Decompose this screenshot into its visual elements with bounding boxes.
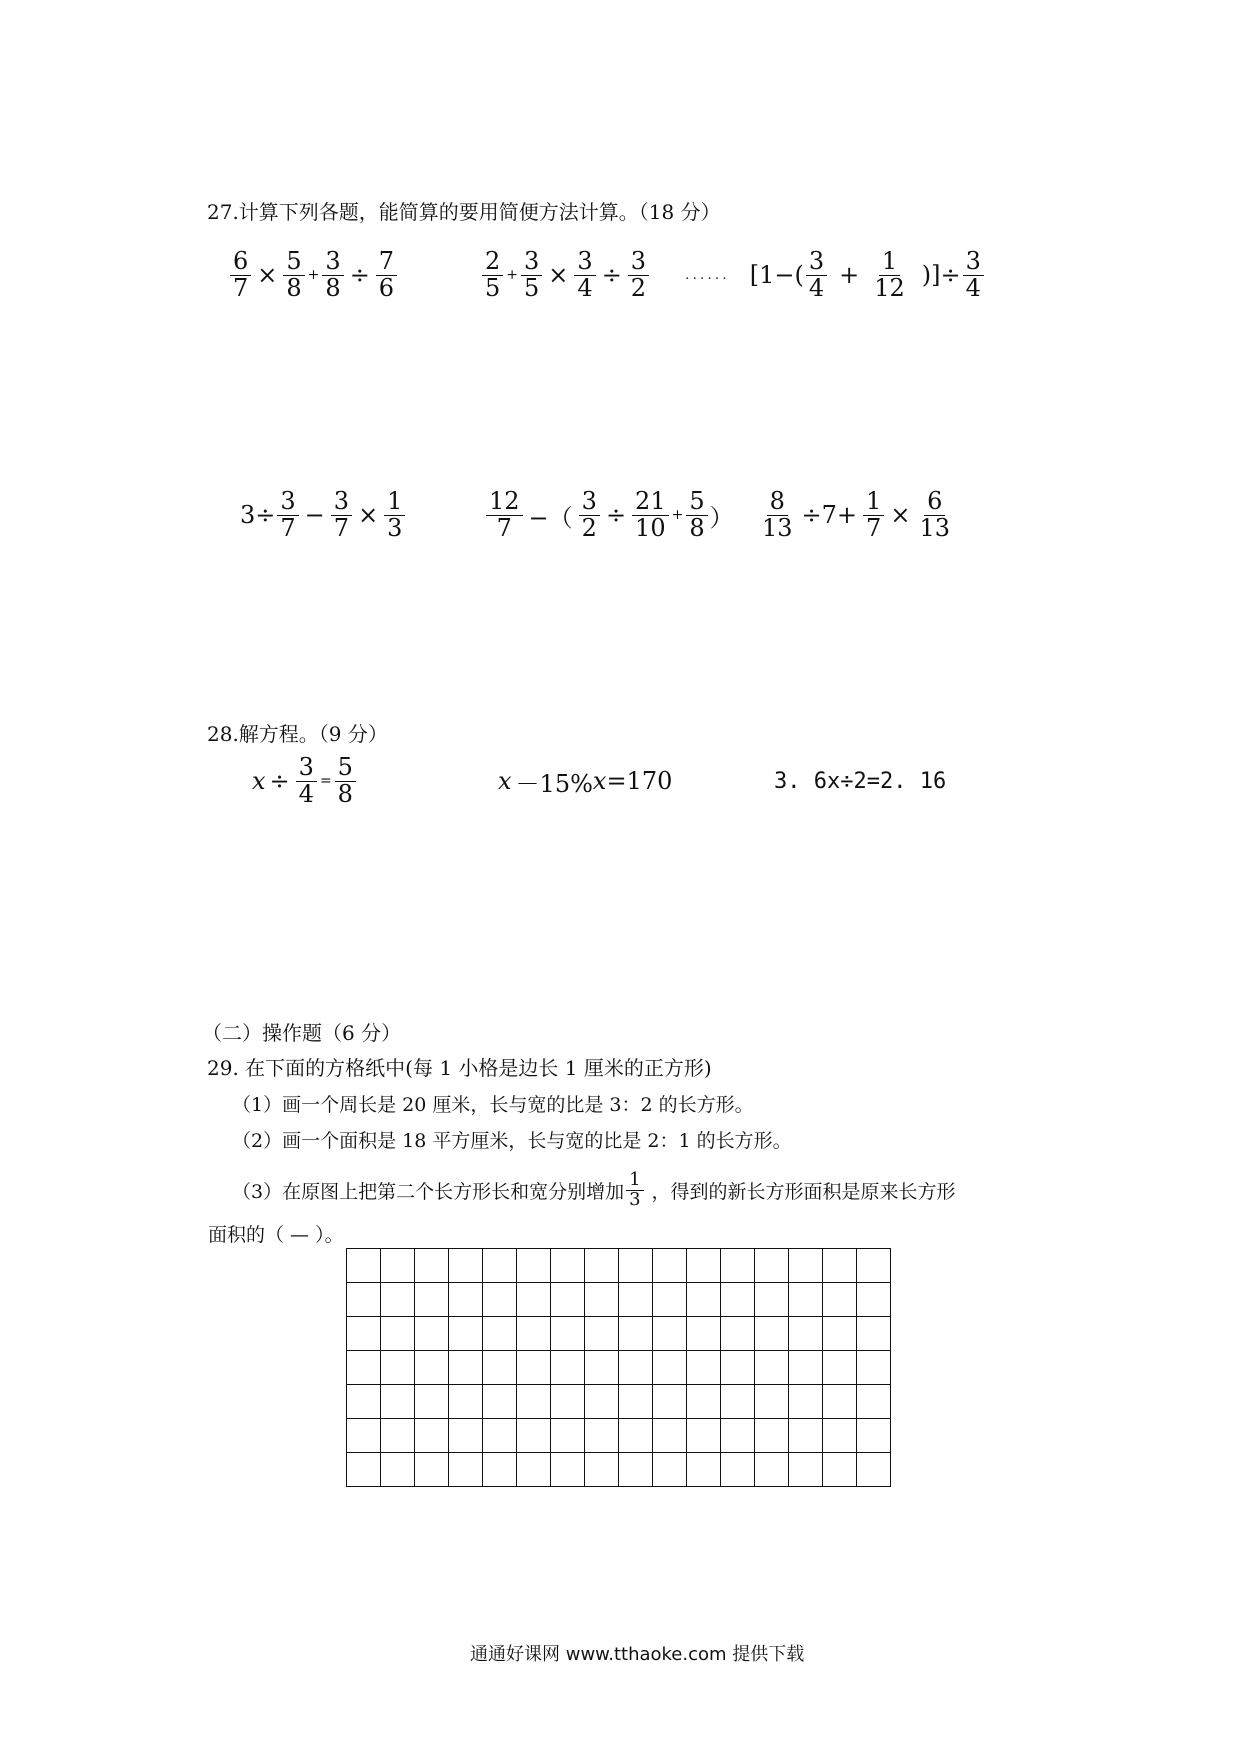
grid-cell[interactable] <box>347 1453 381 1487</box>
grid-cell[interactable] <box>823 1419 857 1453</box>
grid-row <box>347 1385 891 1419</box>
grid-cell[interactable] <box>585 1351 619 1385</box>
grid-cell[interactable] <box>857 1385 891 1419</box>
grid-cell[interactable] <box>585 1385 619 1419</box>
fraction: $\frac{3}{2}$ <box>579 489 600 540</box>
fraction: $\frac{3}{4}$ <box>296 755 317 806</box>
grid-cell[interactable] <box>517 1419 551 1453</box>
fraction: $\frac{3}{4}$ <box>574 249 595 300</box>
grid-cell[interactable] <box>687 1453 721 1487</box>
grid-cell[interactable] <box>857 1249 891 1283</box>
grid-cell[interactable] <box>789 1385 823 1419</box>
grid-row <box>347 1249 891 1283</box>
grid-cell[interactable] <box>687 1419 721 1453</box>
grid-cell[interactable] <box>483 1453 517 1487</box>
grid-cell[interactable] <box>823 1351 857 1385</box>
q28-equation-2: x －15% x =170 <box>498 767 673 798</box>
q27-expression-6: $\frac{8}{13}$ ÷7+ $\frac{1}{7}$ × $\frac{6}{13}$ <box>757 480 955 550</box>
grid-cell[interactable] <box>517 1283 551 1317</box>
grid-cell[interactable] <box>347 1385 381 1419</box>
fraction: $\frac{1}{3}$ <box>384 489 405 540</box>
grid-cell[interactable] <box>551 1385 585 1419</box>
grid-cell[interactable] <box>381 1317 415 1351</box>
grid-cell[interactable] <box>449 1249 483 1283</box>
grid-cell[interactable] <box>721 1419 755 1453</box>
grid-cell[interactable] <box>653 1249 687 1283</box>
grid-cell[interactable] <box>619 1283 653 1317</box>
grid-cell[interactable] <box>653 1351 687 1385</box>
grid-cell[interactable] <box>619 1351 653 1385</box>
grid-cell[interactable] <box>381 1419 415 1453</box>
q29-item-3: （3）在原图上把第二个长方形长和宽分别增加 $\frac{1}{3}$ ，得到的新长方形面积是原来长方形 <box>232 1168 956 1210</box>
grid-row <box>347 1317 891 1351</box>
q27-expression-3: ...... [1−( $\frac{3}{4}$ + $\frac{1}{12}$ )]÷ $\frac{3}{4}$ <box>685 240 986 310</box>
grid-cell[interactable] <box>483 1317 517 1351</box>
grid-cell[interactable] <box>687 1351 721 1385</box>
grid-cell[interactable] <box>551 1249 585 1283</box>
grid-cell[interactable] <box>619 1453 653 1487</box>
grid-cell[interactable] <box>449 1283 483 1317</box>
grid-cell[interactable] <box>721 1317 755 1351</box>
grid-cell[interactable] <box>347 1351 381 1385</box>
grid-cell[interactable] <box>823 1283 857 1317</box>
grid-cell[interactable] <box>653 1283 687 1317</box>
grid-cell[interactable] <box>857 1351 891 1385</box>
grid-cell[interactable] <box>653 1419 687 1453</box>
q27-title: 27.计算下列各题，能简算的要用简便方法计算。（18 分） <box>207 200 721 224</box>
grid-cell[interactable] <box>857 1419 891 1453</box>
grid-cell[interactable] <box>585 1317 619 1351</box>
fraction: $\frac{21}{10}$ <box>632 489 669 540</box>
fraction: $\frac{3}{4}$ <box>806 249 827 300</box>
grid-cell[interactable] <box>585 1419 619 1453</box>
grid-cell[interactable] <box>755 1249 789 1283</box>
fraction: $\frac{3}{7}$ <box>277 489 298 540</box>
q28-title: 28.解方程。（9 分） <box>207 722 388 746</box>
grid-cell[interactable] <box>585 1283 619 1317</box>
fraction: $\frac{5}{8}$ <box>283 249 304 300</box>
q29-title: 29. 在下面的方格纸中(每 1 小格是边长 1 厘米的正方形) <box>207 1056 712 1080</box>
fraction: $\frac{1}{12}$ <box>874 247 905 302</box>
grid-cell[interactable] <box>857 1317 891 1351</box>
grid-cell[interactable] <box>415 1249 449 1283</box>
grid-cell[interactable] <box>517 1351 551 1385</box>
grid-cell[interactable] <box>415 1453 449 1487</box>
grid-cell[interactable] <box>857 1453 891 1487</box>
fraction: $\frac{5}{8}$ <box>335 755 356 806</box>
grid-cell[interactable] <box>789 1249 823 1283</box>
grid-cell[interactable] <box>687 1283 721 1317</box>
q29-item-2: （2）画一个面积是 18 平方厘米，长与宽的比是 2：1 的长方形。 <box>232 1130 792 1152</box>
grid-cell[interactable] <box>585 1453 619 1487</box>
grid-cell[interactable] <box>347 1317 381 1351</box>
grid-cell[interactable] <box>449 1317 483 1351</box>
fraction: $\frac{12}{7}$ <box>486 489 523 540</box>
fraction: $\frac{3}{5}$ <box>521 249 542 300</box>
section-2-title: （二）操作题（6 分） <box>202 1021 402 1045</box>
grid-cell[interactable] <box>517 1249 551 1283</box>
grid-cell[interactable] <box>755 1351 789 1385</box>
grid-cell[interactable] <box>381 1385 415 1419</box>
grid-cell[interactable] <box>551 1283 585 1317</box>
grid-cell[interactable] <box>483 1419 517 1453</box>
grid-paper[interactable] <box>346 1248 891 1487</box>
grid-cell[interactable] <box>721 1453 755 1487</box>
grid-cell[interactable] <box>653 1385 687 1419</box>
grid-row <box>347 1453 891 1487</box>
grid-cell[interactable] <box>721 1283 755 1317</box>
grid-cell[interactable] <box>347 1283 381 1317</box>
grid-cell[interactable] <box>755 1385 789 1419</box>
grid-cell[interactable] <box>381 1283 415 1317</box>
grid-cell[interactable] <box>551 1453 585 1487</box>
fraction: $\frac{6}{7}$ <box>230 249 251 300</box>
grid-cell[interactable] <box>415 1317 449 1351</box>
grid-cell[interactable] <box>415 1385 449 1419</box>
q27-expression-5: $\frac{12}{7}$ −（ $\frac{3}{2}$ ÷ $\frac{21}{10}$ + $\frac{5}{8}$ ） <box>484 480 734 550</box>
fraction: $\frac{3}{2}$ <box>628 249 649 300</box>
q29-item-1: （1）画一个周长是 20 厘米，长与宽的比是 3：2 的长方形。 <box>232 1094 754 1116</box>
grid-cell[interactable] <box>415 1283 449 1317</box>
grid-cell[interactable] <box>687 1385 721 1419</box>
grid-cell[interactable] <box>585 1249 619 1283</box>
grid-cell[interactable] <box>755 1419 789 1453</box>
grid-cell[interactable] <box>551 1351 585 1385</box>
grid-cell[interactable] <box>449 1453 483 1487</box>
grid-table[interactable] <box>346 1248 891 1487</box>
grid-row <box>347 1351 891 1385</box>
grid-cell[interactable] <box>449 1419 483 1453</box>
fraction: $\frac{1}{7}$ <box>863 489 884 540</box>
fraction: $\frac{3}{8}$ <box>322 249 343 300</box>
grid-cell[interactable] <box>381 1351 415 1385</box>
grid-cell[interactable] <box>789 1283 823 1317</box>
q28-equation-1: x ÷ $\frac{3}{4}$ = $\frac{5}{8}$ <box>252 746 358 816</box>
q28-equation-3: 3. 6x÷2=2. 16 <box>774 768 947 794</box>
fraction: $\frac{1}{3}$ <box>626 1171 643 1210</box>
grid-cell[interactable] <box>619 1385 653 1419</box>
grid-cell[interactable] <box>823 1317 857 1351</box>
fraction: $\frac{7}{6}$ <box>376 249 397 300</box>
grid-cell[interactable] <box>415 1419 449 1453</box>
fraction: $\frac{6}{13}$ <box>919 487 950 542</box>
grid-cell[interactable] <box>755 1317 789 1351</box>
grid-cell[interactable] <box>653 1317 687 1351</box>
grid-cell[interactable] <box>551 1317 585 1351</box>
grid-cell[interactable] <box>449 1351 483 1385</box>
grid-cell[interactable] <box>857 1283 891 1317</box>
grid-cell[interactable] <box>687 1317 721 1351</box>
grid-cell[interactable] <box>721 1351 755 1385</box>
grid-cell[interactable] <box>347 1249 381 1283</box>
grid-cell[interactable] <box>517 1385 551 1419</box>
grid-cell[interactable] <box>687 1249 721 1283</box>
grid-cell[interactable] <box>789 1419 823 1453</box>
q27-expression-4: 3÷ $\frac{3}{7}$ − $\frac{3}{7}$ × $\frac{1}{3}$ <box>240 480 407 550</box>
grid-cell[interactable] <box>381 1249 415 1283</box>
grid-cell[interactable] <box>755 1283 789 1317</box>
grid-row <box>347 1419 891 1453</box>
grid-cell[interactable] <box>823 1249 857 1283</box>
fraction: $\frac{5}{8}$ <box>686 489 707 540</box>
grid-cell[interactable] <box>381 1453 415 1487</box>
grid-cell[interactable] <box>415 1351 449 1385</box>
grid-cell[interactable] <box>483 1283 517 1317</box>
grid-cell[interactable] <box>449 1385 483 1419</box>
q29-item-3-line-2: 面积的（ — ）。 <box>208 1224 344 1246</box>
fraction: $\frac{3}{4}$ <box>963 249 984 300</box>
grid-cell[interactable] <box>517 1317 551 1351</box>
grid-cell[interactable] <box>789 1351 823 1385</box>
q27-expression-1: $\frac{6}{7}$ × $\frac{5}{8}$ + $\frac{3}{8}$ ÷ $\frac{7}{6}$ <box>228 240 399 310</box>
footer-credit: 通通好课网 www.tthaoke.com 提供下载 <box>470 1644 805 1665</box>
grid-cell[interactable] <box>789 1453 823 1487</box>
grid-cell[interactable] <box>551 1419 585 1453</box>
grid-cell[interactable] <box>653 1453 687 1487</box>
grid-cell[interactable] <box>721 1385 755 1419</box>
grid-cell[interactable] <box>517 1453 551 1487</box>
grid-cell[interactable] <box>483 1351 517 1385</box>
fraction: $\frac{3}{7}$ <box>331 489 352 540</box>
grid-cell[interactable] <box>619 1419 653 1453</box>
grid-cell[interactable] <box>789 1317 823 1351</box>
grid-cell[interactable] <box>347 1419 381 1453</box>
grid-cell[interactable] <box>483 1249 517 1283</box>
grid-cell[interactable] <box>823 1385 857 1419</box>
grid-cell[interactable] <box>755 1453 789 1487</box>
grid-cell[interactable] <box>483 1385 517 1419</box>
grid-cell[interactable] <box>619 1249 653 1283</box>
grid-cell[interactable] <box>721 1249 755 1283</box>
grid-cell[interactable] <box>823 1453 857 1487</box>
fraction: $\frac{2}{5}$ <box>482 249 503 300</box>
q27-expression-2: $\frac{2}{5}$ + $\frac{3}{5}$ × $\frac{3}{4}$ ÷ $\frac{3}{2}$ <box>480 240 651 310</box>
grid-cell[interactable] <box>619 1317 653 1351</box>
fraction: $\frac{8}{13}$ <box>762 487 793 542</box>
grid-row <box>347 1283 891 1317</box>
